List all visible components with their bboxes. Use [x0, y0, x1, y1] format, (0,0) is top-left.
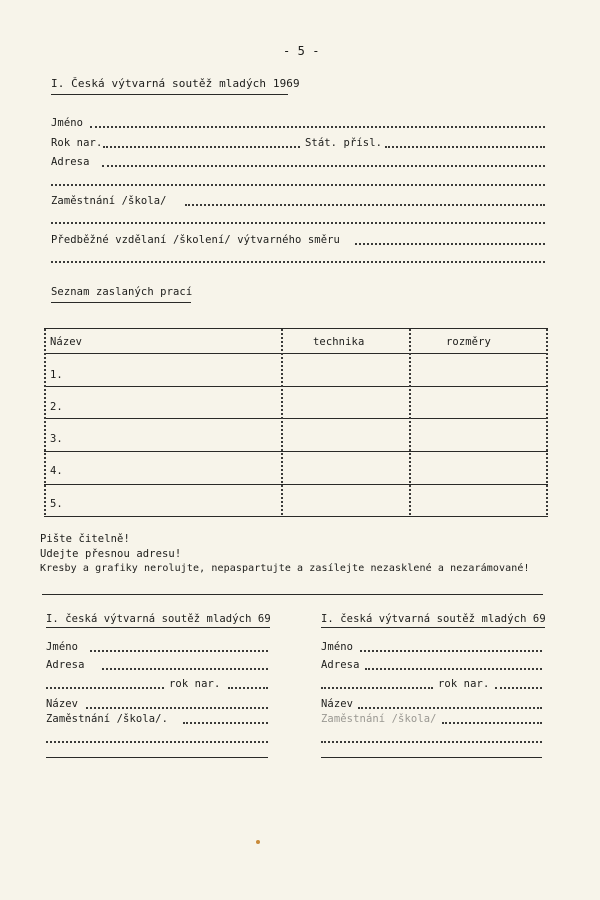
slip-employment-field[interactable]: [183, 722, 268, 724]
slip-title: I. česká výtvarná soutěž mladých 69: [46, 613, 271, 625]
slip-bottom-rule: [46, 757, 268, 758]
citizenship-field[interactable]: [385, 146, 545, 148]
table-left-border: [44, 329, 46, 515]
works-heading: Seznam zaslaných prací: [51, 286, 193, 298]
slip-address-label: Adresa: [46, 659, 85, 671]
title-underline: [51, 94, 288, 95]
table-row-rule: [44, 386, 548, 387]
table-row-number: 2.: [50, 401, 63, 413]
slips-separator: [42, 594, 543, 595]
column-header-title: Název: [50, 336, 83, 348]
table-row-rule: [44, 484, 548, 485]
ink-blot: [256, 840, 260, 844]
name-field[interactable]: [90, 126, 545, 128]
table-right-border: [546, 329, 548, 515]
table-bottom-rule: [44, 516, 548, 517]
works-heading-underline: [51, 302, 191, 303]
slip-birth-year-label: rok nar.: [169, 678, 221, 690]
slip-work-title-field[interactable]: [86, 707, 268, 709]
education-label: Předběžné vzdělaní /školení/ výtvarného směru: [51, 234, 340, 246]
slip-address-field-line-2[interactable]: [46, 687, 164, 689]
employment-field[interactable]: [185, 204, 545, 206]
slip-birth-year-field[interactable]: [228, 687, 268, 689]
education-field-line-2[interactable]: [51, 261, 545, 263]
address-label: Adresa: [51, 156, 90, 168]
table-column-divider: [281, 329, 283, 515]
slip-employment-label: Zaměstnání /škola/: [321, 713, 437, 725]
slip-extra-line[interactable]: [321, 741, 542, 743]
birth-year-field[interactable]: [103, 146, 300, 148]
page-number: - 5 -: [283, 44, 320, 58]
slip-name-label: Jméno: [321, 641, 354, 653]
slip-address-field[interactable]: [365, 668, 542, 670]
slip-name-label: Jméno: [46, 641, 79, 653]
table-row-number: 1.: [50, 369, 63, 381]
slip-work-title-label: Název: [46, 698, 79, 710]
table-top-rule: [44, 328, 548, 329]
slip-birth-year-field[interactable]: [495, 687, 542, 689]
table-row-rule: [44, 451, 548, 452]
slip-address-field-line-2[interactable]: [321, 687, 433, 689]
slip-work-title-field[interactable]: [358, 707, 542, 709]
slip-name-field[interactable]: [360, 650, 542, 652]
slip-title-underline: [321, 627, 545, 628]
note-legible: Pište čitelně!: [40, 533, 130, 545]
slip-employment-label: Zaměstnání /škola/.: [46, 713, 169, 725]
slip-bottom-rule: [321, 757, 542, 758]
column-header-dimensions: rozměry: [446, 336, 491, 348]
table-row-number: 5.: [50, 498, 63, 510]
table-row-number: 4.: [50, 465, 63, 477]
slip-address-label: Adresa: [321, 659, 360, 671]
slip-title: I. česká výtvarná soutěž mladých 69: [321, 613, 546, 625]
table-row-rule: [44, 418, 548, 419]
table-header-rule: [44, 353, 548, 354]
note-address: Udejte přesnou adresu!: [40, 548, 182, 560]
address-field-line-2[interactable]: [51, 184, 545, 186]
slip-birth-year-label: rok nar.: [438, 678, 490, 690]
slip-title-underline: [46, 627, 270, 628]
slip-address-field[interactable]: [102, 668, 268, 670]
education-field[interactable]: [355, 243, 545, 245]
name-label: Jméno: [51, 117, 84, 129]
table-column-divider: [409, 329, 411, 515]
employment-label: Zaměstnání /škola/: [51, 195, 167, 207]
citizenship-label: Stát. přísl.: [305, 137, 383, 149]
table-row-number: 3.: [50, 433, 63, 445]
slip-work-title-label: Název: [321, 698, 354, 710]
slip-name-field[interactable]: [90, 650, 268, 652]
birth-year-label: Rok nar.: [51, 137, 103, 149]
slip-extra-line[interactable]: [46, 741, 268, 743]
slip-employment-field[interactable]: [442, 722, 542, 724]
address-field[interactable]: [102, 165, 545, 167]
note-packaging: Kresby a grafiky nerolujte, nepaspartujte a zasílejte nezasklené a nezarámované!: [40, 563, 530, 574]
form-title: I. Česká výtvarná soutěž mladých 1969: [51, 77, 300, 90]
employment-field-line-2[interactable]: [51, 222, 545, 224]
column-header-technique: technika: [313, 336, 365, 348]
